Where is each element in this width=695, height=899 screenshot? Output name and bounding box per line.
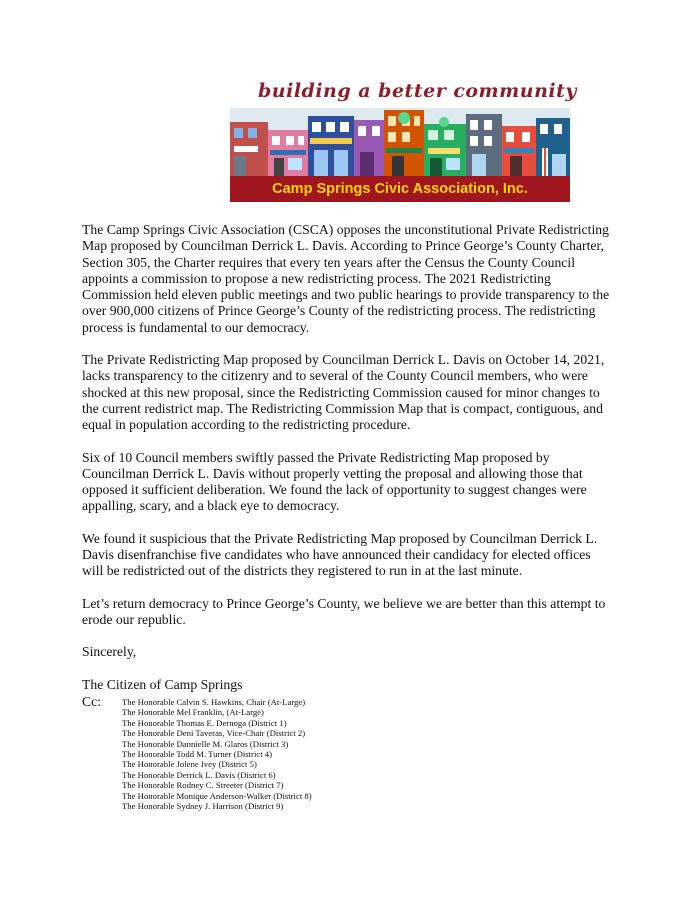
cc-recipient: The Honorable Deni Taveras, Vice-Chair (District 2) bbox=[122, 728, 306, 739]
cc-recipient: The Honorable Rodney C. Streeter (District 7) bbox=[122, 780, 284, 791]
cc-label: Cc: bbox=[82, 694, 102, 709]
cc-recipient: The Honorable Sydney J. Harrison (District 9) bbox=[122, 801, 284, 812]
paragraph-1: The Camp Springs Civic Association (CSCA) opposes the unconstitutional Private Redistricting Map proposed by Councilman Derrick L. Davis. According to Prince George’s County Charter, Section 305, the Charter requires that every ten years after the Census the County Council appoints a commission to propose a new redistricting process. The 2021 Redistricting Commission held eleven public meetings and two public hearings to provide transparency to the over 900,000 citizens of Prince George’s County of the redistricting process. The redistricting process is fundamental to our democracy. bbox=[82, 222, 610, 335]
cc-recipient: The Honorable Monique Anderson-Walker (District 8) bbox=[122, 790, 312, 801]
cc-recipient: The Honorable Calvin S. Hawkins, Chair (At-Large) bbox=[122, 697, 306, 707]
cc-recipient: The Honorable Mel Franklin, (At-Large) bbox=[122, 707, 264, 718]
logo-slogan: building a better community bbox=[258, 80, 577, 102]
cc-recipient: The Honorable Jolene Ivey (District 5) bbox=[122, 759, 257, 770]
paragraph-4: We found it suspicious that the Private Redistricting Map proposed by Councilman Derrick L. Davis disenfranchise five candidates who have announced their candidacy for elected offices will be redistricted out of the districts they registered to run in at the last minute. bbox=[82, 530, 598, 579]
cc-recipient: The Honorable Thomas E. Dernoga (District 1) bbox=[122, 717, 287, 728]
letter-body bbox=[82, 222, 612, 709]
paragraph-3: Six of 10 Council members swiftly passed the Private Redistricting Map proposed by Councilman Derrick L. Davis without properly vetting the proposal and allowing those that opposed it sufficient deliberation. We found the lack of opportunity to suggest changes were appalling, scary, and a black eye to democracy. bbox=[82, 449, 587, 514]
cc-recipient: The Honorable Derrick L. Davis (District 6) bbox=[122, 769, 276, 780]
signature: The Citizen of Camp Springs bbox=[82, 676, 243, 692]
paragraph-2: The Private Redistricting Map proposed by Councilman Derrick L. Davis on October 14, 2021, lacks transparency to the citizenry and to several of the County Council members, who were shocked at this new proposal, since the Redistricting Commission caused for minor changes to the current redistrict map. The Redistricting Commission Map that is compact, contiguous, and equal in population according to the redistricting procedure. bbox=[82, 352, 605, 433]
cc-recipient: The Honorable Dannielle M. Glaros (District 3) bbox=[122, 738, 289, 749]
letterhead-logo bbox=[224, 80, 577, 202]
organization-banner: Camp Springs Civic Association, Inc. bbox=[230, 176, 570, 202]
cc-recipient-list bbox=[122, 697, 382, 811]
paragraph-5: Let’s return democracy to Prince George’s County, we believe we are better than this attempt to erode our republic. bbox=[82, 595, 606, 627]
closing: Sincerely, bbox=[82, 644, 137, 660]
cc-recipient: The Honorable Todd M. Turner (District 4) bbox=[122, 749, 273, 760]
